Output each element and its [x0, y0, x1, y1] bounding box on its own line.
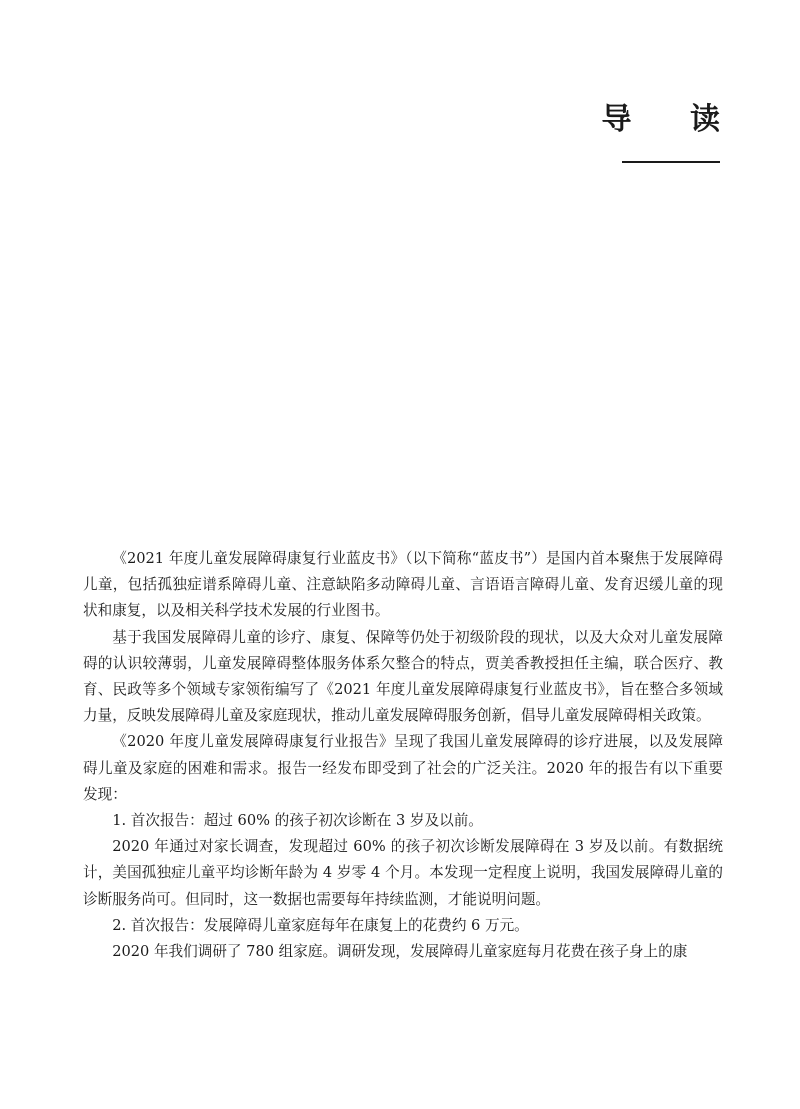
finding-2-heading: 2. 首次报告：发展障碍儿童家庭每年在康复上的花费约 6 万元。: [112, 916, 529, 934]
finding-1-heading: 1. 首次报告：超过 60% 的孩子初次诊断在 3 岁及以前。: [112, 812, 483, 830]
finding-2-detail: 2020 年我们调研了 780 组家庭。调研发现，发展障碍儿童家庭每月花费在孩子身上的康: [112, 943, 688, 961]
title-underline: [622, 161, 720, 163]
paragraph-2020-report: 《2020 年度儿童发展障碍康复行业报告》呈现了我国儿童发展障碍的诊疗进展，以及发展障碍儿童及家庭的困难和需求。报告一经发布即受到了社会的广泛关注。2020 年的报告有以下重要发现：: [83, 733, 723, 803]
paragraph-intro: 《2021 年度儿童发展障碍康复行业蓝皮书》（以下简称“蓝皮书”）是国内首本聚焦于发展障碍儿童，包括孤独症谱系障碍儿童、注意缺陷多动障碍儿童、言语语言障碍儿童、发育迟缓儿童的现状和康复，以及相关科学技术发展的行业图书。: [83, 550, 723, 620]
paragraph-background: 基于我国发展障碍儿童的诊疗、康复、保障等仍处于初级阶段的现状，以及大众对儿童发展障碍的认识较薄弱，儿童发展障碍整体服务体系欠整合的特点，贾美香教授担任主编，联合医疗、教育、民政等多个领域专家领衔编写了《2021 年度儿童发展障碍康复行业蓝皮书》，旨在整合多领域力量，反映发展障碍儿童及家庭现状，推动儿童发展障碍服务创新，倡导儿童发展障碍相关政策。: [83, 628, 723, 725]
body-text: [83, 546, 723, 965]
finding-1-detail: 2020 年通过对家长调查，发现超过 60% 的孩子初次诊断发展障碍在 3 岁及以前。有数据统计，美国孤独症儿童平均诊断年龄为 4 岁零 4 个月。本发现一定程度上说明，我国发展障碍儿童的诊断服务尚可。但同时，这一数据也需要每年持续监测，才能说明问题。: [83, 838, 723, 908]
page-title: 导 读: [601, 102, 744, 137]
